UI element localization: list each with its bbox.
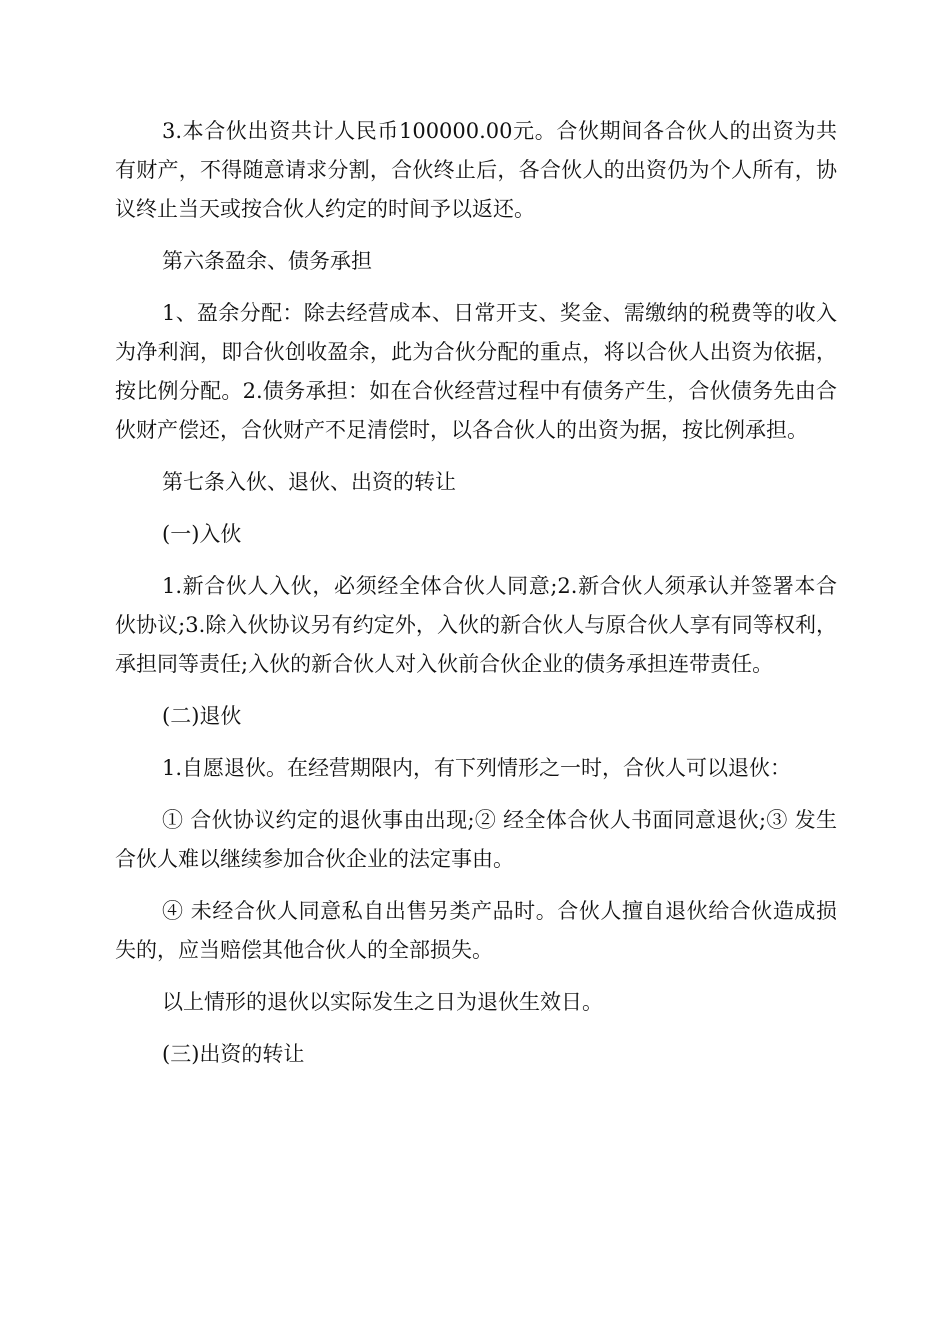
paragraph-withdrawal-cases-1-3: ① 合伙协议约定的退伙事由出现;② 经全体合伙人书面同意退伙;③ 发生合伙人难以继续参加合伙企业的法定事由。 [115, 808, 837, 871]
subheading-joining: (一)入伙 [162, 522, 242, 546]
subheading-withdrawal: (二)退伙 [162, 704, 242, 728]
heading-article-6: 第六条盈余、债务承担 [162, 249, 372, 273]
paragraph-withdrawal-case-4: ④ 未经合伙人同意私自出售另类产品时。合伙人擅自退伙给合伙造成损失的，应当赔偿其他合伙人的全部损失。 [115, 899, 837, 962]
subheading-transfer-of-contribution: (三)出资的转让 [162, 1042, 305, 1066]
paragraph-joining-rules: 1.新合伙人入伙，必须经全体合伙人同意;2.新合伙人须承认并签署本合伙协议;3.除入伙协议另有约定外，入伙的新合伙人与原合伙人享有同等权利，承担同等责任;入伙的新合伙人对入伙前合伙企业的债务承担连带责任。 [115, 574, 837, 676]
paragraph-voluntary-withdrawal: 1.自愿退伙。在经营期限内，有下列情形之一时，合伙人可以退伙： [162, 756, 792, 780]
document-body [115, 112, 837, 1087]
paragraph-profit-debt: 1、盈余分配：除去经营成本、日常开支、奖金、需缴纳的税费等的收入为净利润，即合伙创收盈余，此为合伙分配的重点，将以合伙人出资为依据，按比例分配。2.债务承担：如在合伙经营过程中有债务产生，合伙债务先由合伙财产偿还，合伙财产不足清偿时，以各合伙人的出资为据，按比例承担。 [115, 301, 837, 442]
heading-article-7: 第七条入伙、退伙、出资的转让 [162, 470, 456, 494]
paragraph-withdrawal-effective-date: 以上情形的退伙以实际发生之日为退伙生效日。 [162, 990, 603, 1014]
paragraph-capital-contribution: 3.本合伙出资共计人民币100000.00元。合伙期间各合伙人的出资为共有财产，不得随意请求分割，合伙终止后，各合伙人的出资仍为个人所有，协议终止当天或按合伙人约定的时间予以返还。 [115, 119, 837, 221]
